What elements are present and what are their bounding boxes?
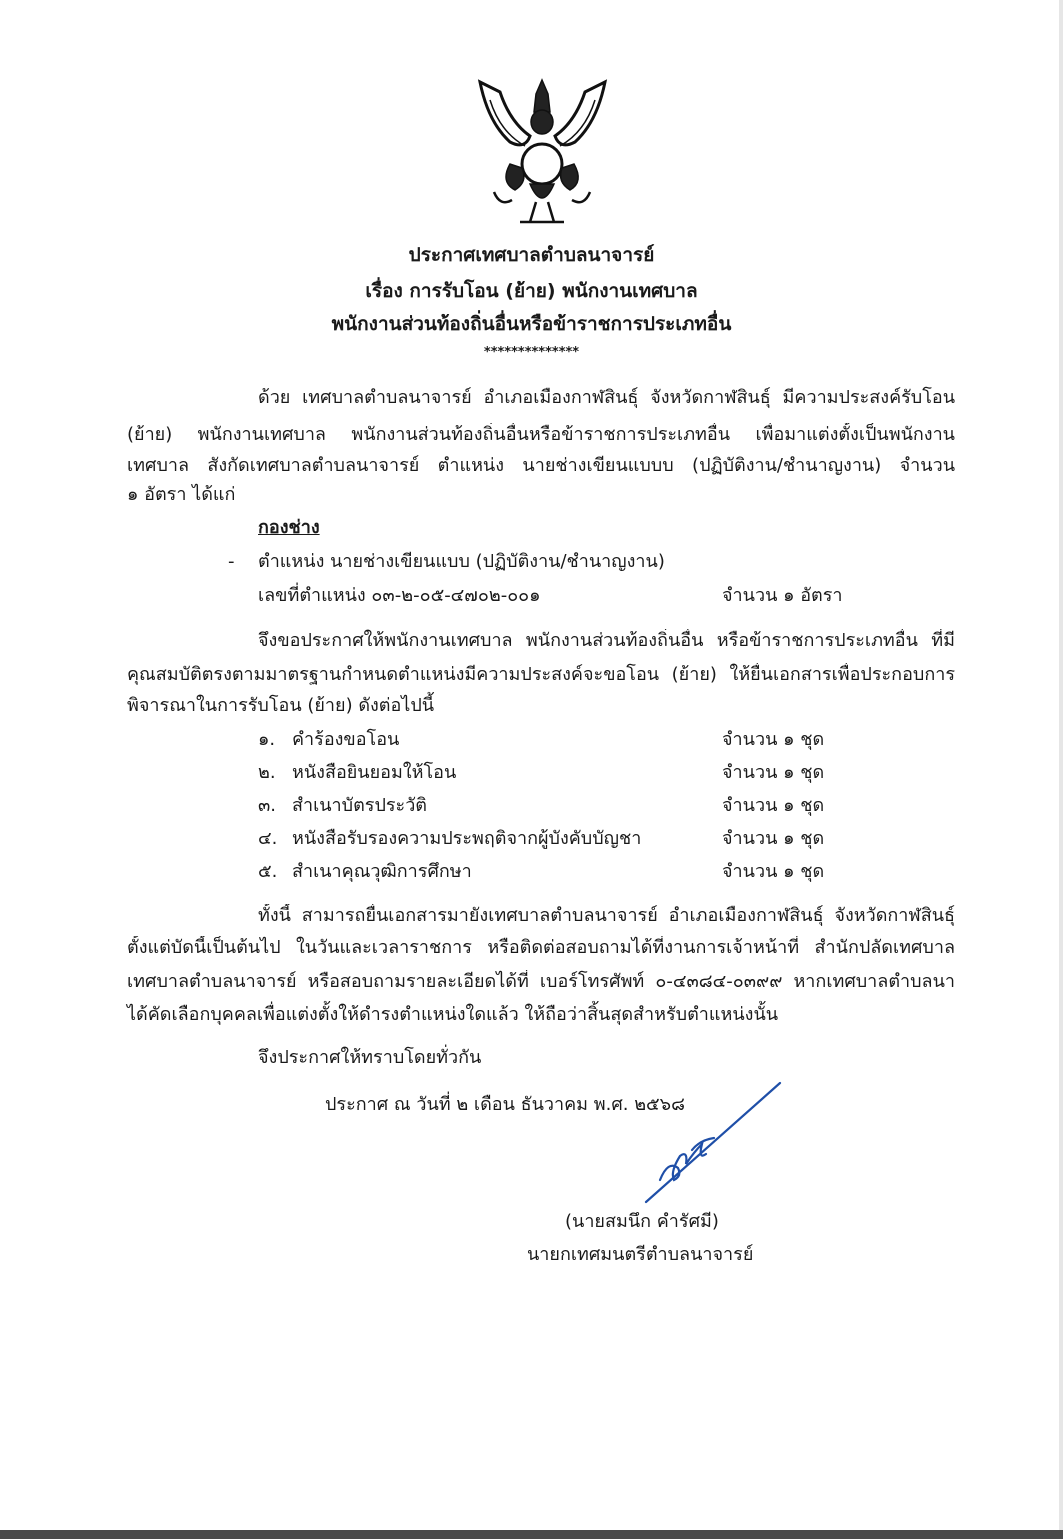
signer-name: (นายสมนึก คำรัศมี) bbox=[565, 1211, 719, 1232]
para3-line: ตั้งแต่บัดนี้เป็นต้นไป ในวันและเวลาราชการ หรือติดต่อสอบถามได้ที่งานการเจ้าหน้าที่ สำนักปลัดเทศบาล bbox=[127, 937, 955, 958]
list-item-number: ๒. bbox=[258, 762, 276, 783]
signature-icon bbox=[640, 1080, 790, 1210]
para1-line: (ย้าย) พนักงานเทศบาล พนักงานส่วนท้องถิ่นอื่นหรือข้าราชการประเภทอื่น เพื่อมาแต่งตั้งเป็นพนักงาน bbox=[127, 424, 955, 445]
para3-line: เทศบาลตำบลนาจารย์ หรือสอบถามรายละเอียดได้ที่ เบอร์โทรศัพท์ ๐-๔๓๘๔-๐๓๙๙ หากเทศบาลตำบลนา bbox=[127, 971, 955, 992]
page-edge bbox=[1059, 0, 1063, 1530]
bullet-dash: - bbox=[228, 551, 235, 572]
para1-line: เทศบาล สังกัดเทศบาลตำบลนาจารย์ ตำแหน่ง นายช่างเขียนแบบบ (ปฏิบัติงาน/ชำนาญงาน) จำนวน bbox=[127, 455, 955, 476]
page-bottom-edge bbox=[0, 1530, 1063, 1539]
para1-line: ๑ อัตรา ได้แก่ bbox=[127, 484, 236, 505]
document-subject-line2: พนักงานส่วนท้องถิ่นอื่นหรือข้าราชการประเภทอื่น bbox=[331, 313, 732, 335]
para2-line: จึงขอประกาศให้พนักงานเทศบาล พนักงานส่วนท้องถิ่นอื่น หรือข้าราชการประเภทอื่น ที่มี bbox=[258, 630, 955, 651]
list-item-number: ๔. bbox=[258, 828, 278, 849]
signer-title: นายกเทศมนตรีตำบลนาจารย์ bbox=[527, 1244, 754, 1265]
list-item-amount: จำนวน ๑ ชุด bbox=[722, 795, 825, 816]
list-item-amount: จำนวน ๑ ชุด bbox=[722, 762, 825, 783]
para2-line: พิจารณาในการรับโอน (ย้าย) ดังต่อไปนี้ bbox=[127, 695, 435, 716]
para2-line: คุณสมบัติตรงตามมาตรฐานกำหนดตำแหน่งมีความประสงค์จะขอโอน (ย้าย) ให้ยื่นเอกสารเพื่อประกอบการ bbox=[127, 664, 955, 685]
garuda-emblem-icon bbox=[470, 72, 615, 232]
list-item-name: สำเนาคุณวุฒิการศึกษา bbox=[292, 861, 472, 882]
list-item-amount: จำนวน ๑ ชุด bbox=[722, 861, 825, 882]
announcement-date: ประกาศ ณ วันที่ ๒ เดือน ธันวาคม พ.ศ. ๒๕๖๘ bbox=[325, 1094, 685, 1115]
list-item-name: หนังสือรับรองความประพฤติจากผู้บังคับบัญชา bbox=[292, 828, 642, 849]
closing-text: จึงประกาศให้ทราบโดยทั่วกัน bbox=[258, 1047, 482, 1068]
list-item-name: หนังสือยินยอมให้โอน bbox=[292, 762, 457, 783]
document-title: ประกาศเทศบาลตำบลนาจารย์ bbox=[408, 244, 655, 266]
separator-stars: ************** bbox=[483, 345, 580, 360]
list-item-number: ๓. bbox=[258, 795, 277, 816]
list-item-number: ๕. bbox=[258, 861, 278, 882]
list-item-name: คำร้องขอโอน bbox=[292, 729, 400, 750]
list-item-amount: จำนวน ๑ ชุด bbox=[722, 729, 825, 750]
division-heading: กองช่าง bbox=[258, 517, 320, 538]
list-item-amount: จำนวน ๑ ชุด bbox=[722, 828, 825, 849]
list-item-name: สำเนาบัตรประวัติ bbox=[292, 795, 427, 816]
position-name: ตำแหน่ง นายช่างเขียนแบบ (ปฏิบัติงาน/ชำนาญงาน) bbox=[258, 551, 665, 572]
para1-line: ด้วย เทศบาลตำบลนาจารย์ อำเภอเมืองกาฬสินธุ์ จังหวัดกาฬสินธุ์ มีความประสงค์รับโอน bbox=[258, 387, 955, 408]
document-subject: เรื่อง การรับโอน (ย้าย) พนักงานเทศบาล bbox=[365, 280, 698, 302]
para3-line: ได้คัดเลือกบุคคลเพื่อแต่งตั้งให้ดำรงตำแหน่งใดแล้ว ให้ถือว่าสิ้นสุดสำหรับตำแหน่งนั้น bbox=[127, 1004, 779, 1025]
list-item-number: ๑. bbox=[258, 729, 276, 750]
position-amount: จำนวน ๑ อัตรา bbox=[722, 585, 843, 606]
para3-line: ทั้งนี้ สามารถยื่นเอกสารมายังเทศบาลตำบลนาจารย์ อำเภอเมืองกาฬสินธุ์ จังหวัดกาฬสินธุ์ bbox=[258, 905, 955, 926]
position-number: เลขที่ตำแหน่ง ๐๓-๒-๐๕-๔๗๐๒-๐๐๑ bbox=[258, 585, 541, 606]
